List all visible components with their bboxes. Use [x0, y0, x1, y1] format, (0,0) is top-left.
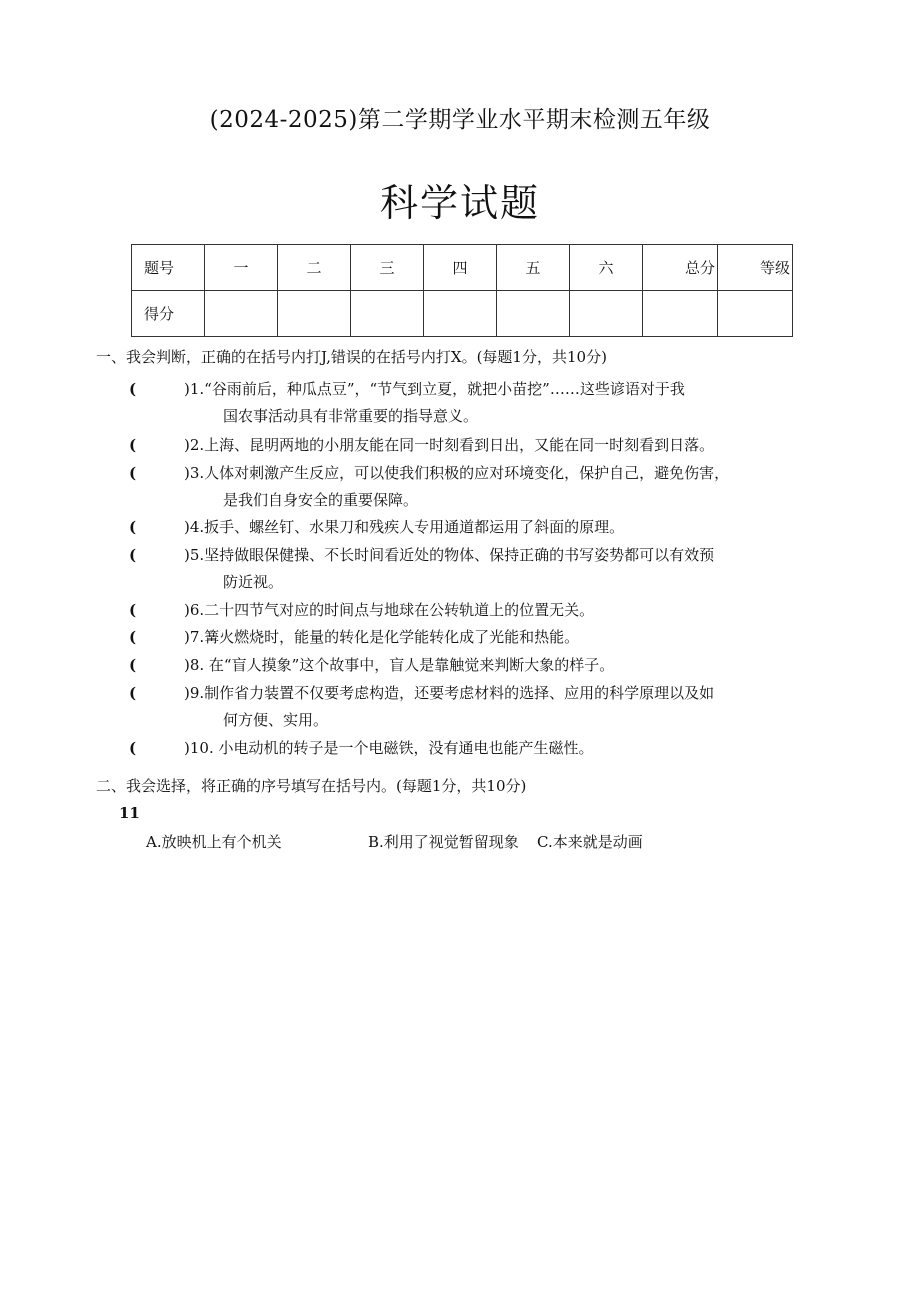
judge-item-2 [129, 432, 714, 459]
judge-item-text-cont: 国农事活动具有非常重要的指导意义。 [223, 407, 479, 425]
answer-paren[interactable]: ( [129, 380, 137, 398]
answer-paren[interactable]: ( [129, 546, 137, 564]
judge-item-6 [129, 597, 594, 624]
judge-item-3 [129, 460, 729, 514]
score-table [131, 244, 793, 337]
score-cell-1: 一 [205, 245, 278, 291]
score-blank[interactable] [205, 291, 278, 337]
judge-item-text-cont: 何方便、实用。 [223, 711, 329, 729]
score-blank[interactable] [718, 291, 793, 337]
judge-item-text: )4.扳手、螺丝钉、水果刀和残疾人专用通道都运用了斜面的原理。 [184, 518, 625, 536]
score-blank[interactable] [351, 291, 424, 337]
judge-item-text: )7.篝火燃烧时，能量的转化是化学能转化成了光能和热能。 [184, 628, 580, 646]
answer-paren[interactable]: ( [129, 656, 137, 674]
score-cell-5: 五 [497, 245, 570, 291]
exam-title-line2: 科学试题 [379, 181, 540, 225]
judge-item-8 [129, 652, 614, 679]
judge-item-text-cont: 防近视。 [223, 573, 284, 591]
judge-item-text: )2.上海、昆明两地的小朋友能在同一时刻看到日出，又能在同一时刻看到日落。 [184, 436, 715, 454]
answer-paren[interactable]: ( [129, 684, 137, 702]
score-blank[interactable] [424, 291, 497, 337]
score-cell-2: 二 [278, 245, 351, 291]
judge-item-7 [129, 624, 579, 651]
score-cell-total: 总分 [643, 245, 718, 291]
exam-title-line1: (2024-2025)第二学期学业水平期末检测五年级 [209, 107, 711, 133]
score-cell-6: 六 [570, 245, 643, 291]
judge-item-text: )3.人体对刺激产生反应，可以使我们积极的应对环境变化，保护自己，避免伤害， [184, 464, 730, 482]
answer-paren[interactable]: ( [129, 601, 137, 619]
score-row-label: 得分 [132, 291, 205, 337]
answer-paren[interactable]: ( [129, 518, 137, 536]
score-table-header-row [132, 245, 793, 291]
answer-paren[interactable]: ( [129, 436, 137, 454]
judge-item-text: )8. 在“盲人摸象”这个故事中，盲人是靠触觉来判断大象的样子。 [184, 656, 615, 674]
question-11-number: 11 [119, 804, 140, 822]
judge-item-text: )5.坚持做眼保健操、不长时间看近处的物体、保持正确的书写姿势都可以有效预 [184, 546, 715, 564]
choice-option-a[interactable]: A.放映机上有个机关 [146, 833, 282, 851]
judge-item-10 [129, 735, 593, 762]
choice-option-c[interactable]: C.本来就是动画 [537, 833, 643, 851]
score-cell-grade: 等级 [718, 245, 793, 291]
score-blank[interactable] [497, 291, 570, 337]
score-blank[interactable] [570, 291, 643, 337]
section1-heading: 一、我会判断，正确的在括号内打J,错误的在括号内打X。(每题1分，共10分) [96, 348, 607, 366]
answer-paren[interactable]: ( [129, 739, 137, 757]
score-cell-3: 三 [351, 245, 424, 291]
judge-item-text-cont: 是我们自身安全的重要保障。 [223, 491, 419, 509]
score-blank[interactable] [278, 291, 351, 337]
score-blank[interactable] [643, 291, 718, 337]
answer-paren[interactable]: ( [129, 628, 137, 646]
judge-item-text: )6.二十四节气对应的时间点与地球在公转轨道上的位置无关。 [184, 601, 595, 619]
answer-paren[interactable]: ( [129, 464, 137, 482]
judge-item-text: )1.“谷雨前后，种瓜点豆”，“节气到立夏，就把小苗挖”……这些谚语对于我 [184, 380, 685, 398]
score-cell-label: 题号 [132, 245, 205, 291]
section2-heading: 二、我会选择，将正确的序号填写在括号内。(每题1分，共10分) [96, 777, 527, 795]
choice-option-b[interactable]: B.利用了视觉暂留现象 [368, 833, 519, 851]
judge-item-text: )10. 小电动机的转子是一个电磁铁，没有通电也能产生磁性。 [184, 739, 594, 757]
judge-item-text: )9.制作省力装置不仅要考虑构造，还要考虑材料的选择、应用的科学原理以及如 [184, 684, 715, 702]
score-table-score-row [132, 291, 793, 337]
score-cell-4: 四 [424, 245, 497, 291]
judge-item-4 [129, 514, 624, 541]
judge-item-9 [129, 680, 714, 734]
judge-item-5 [129, 542, 714, 596]
judge-item-1 [129, 376, 685, 430]
